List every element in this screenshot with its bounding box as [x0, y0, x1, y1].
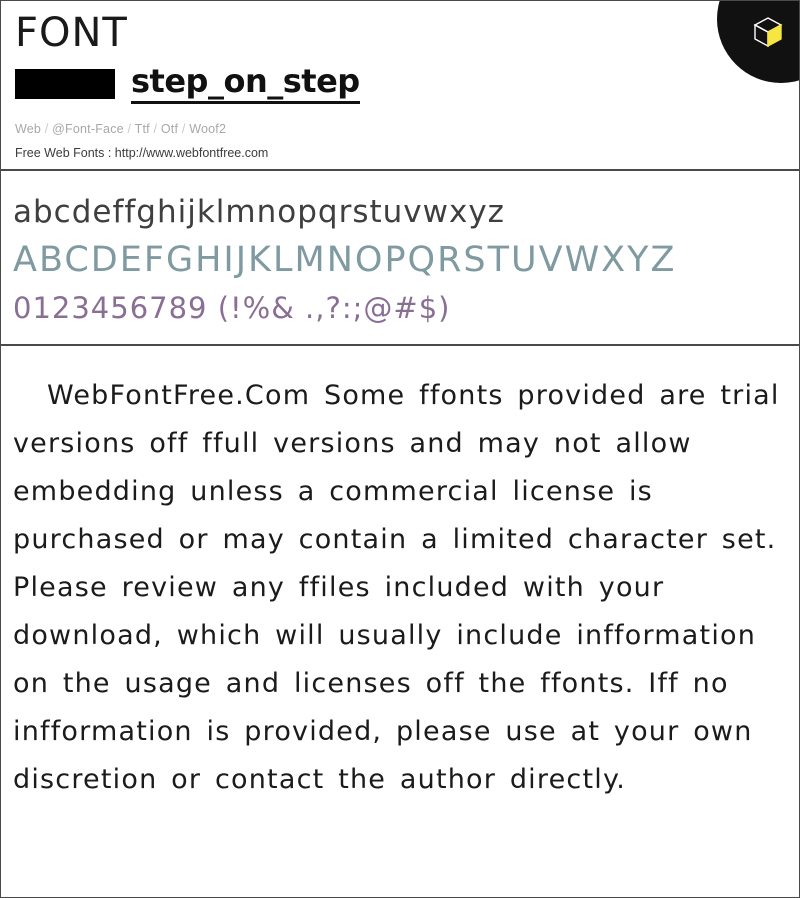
format-woff2[interactable]: Woof2 — [189, 122, 227, 136]
format-separator-4: / — [181, 122, 186, 136]
format-font-face[interactable]: @Font-Face — [52, 122, 124, 136]
name-redaction-block — [15, 69, 115, 99]
glyph-line-lowercase: abcdeffghijklmnopqrstuvwxyz — [13, 194, 505, 230]
format-separator-1: / — [44, 122, 49, 136]
format-ttf[interactable]: Ttf — [134, 122, 150, 136]
page-title: step_on_step — [131, 63, 360, 104]
font-name-row — [15, 63, 785, 104]
format-separator-3: / — [153, 122, 158, 136]
glyph-preview — [1, 171, 799, 346]
format-otf[interactable]: Otf — [160, 122, 179, 136]
format-list — [15, 122, 785, 136]
glyph-line-digits-symbols: 0123456789 (!%& .,?:;@#$) — [13, 291, 451, 325]
page-kicker: FONT — [15, 10, 128, 56]
format-web[interactable]: Web — [15, 122, 42, 136]
format-separator-2: / — [127, 122, 132, 136]
specimen-header — [1, 1, 799, 171]
glyph-line-uppercase: ABCDEFGHIJKLMNOPQRSTUVWXYZ — [13, 240, 677, 280]
sample-paragraph: WebFontFree.Com Some ffonts provided are trial versions off ffull versions and may not allow embedding unless a commercial license is purchased or may contain a limited character set. Please review any ffiles included with your download, which will usually include infformation on the usage and licenses off the ffonts. Iff no infformation is provided, please use at your own discretion or contact the author directly. — [13, 380, 780, 795]
source-line: Free Web Fonts : http://www.webfontfree.com — [15, 146, 269, 160]
sample-text-block — [1, 346, 799, 814]
cube-icon — [751, 15, 785, 49]
